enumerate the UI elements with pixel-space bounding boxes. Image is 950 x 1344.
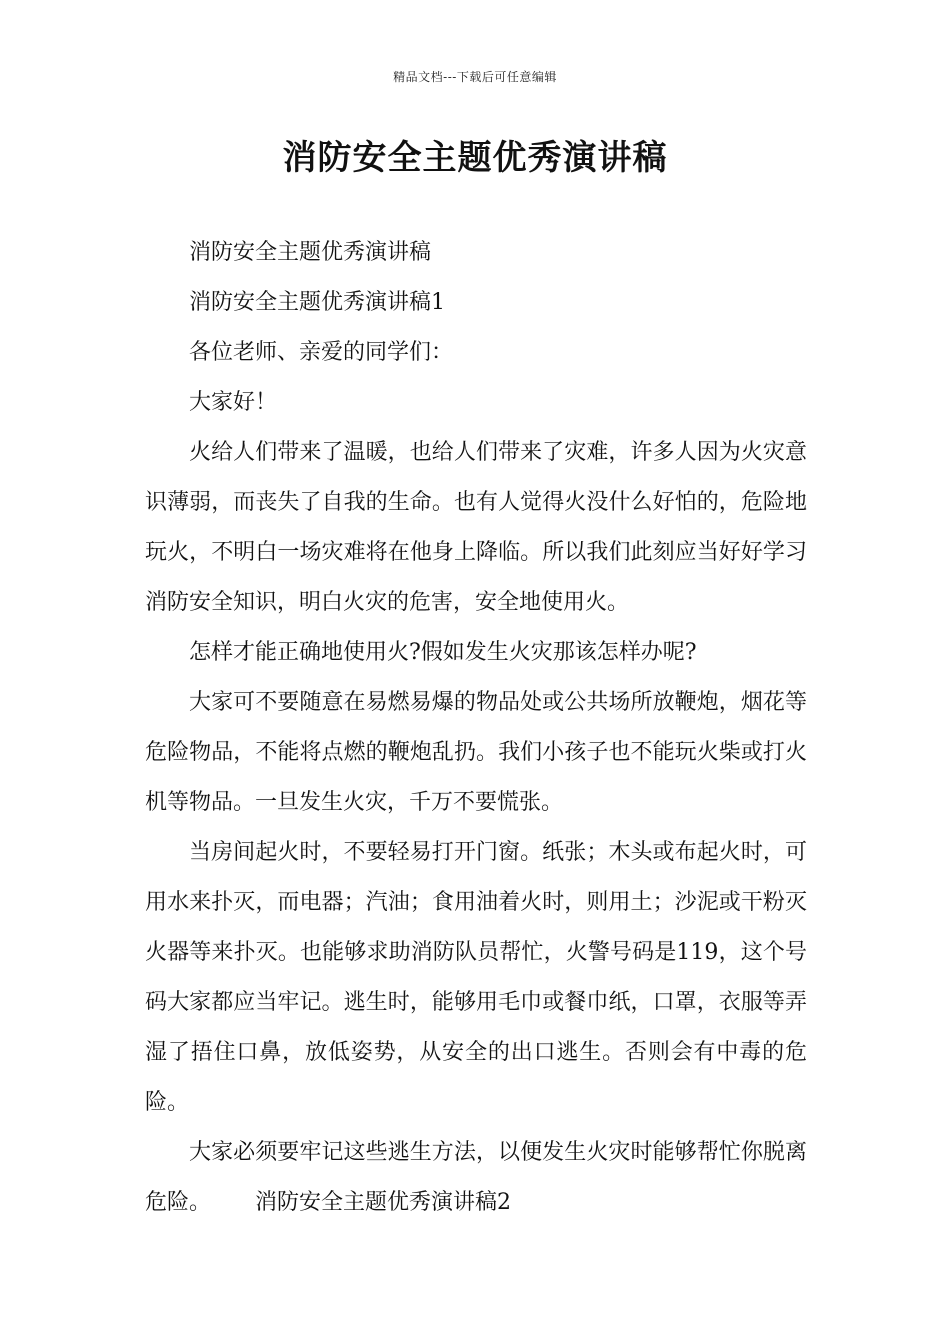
- next-section-title: 消防安全主题优秀演讲稿2: [255, 1190, 512, 1215]
- paragraph: 火给人们带来了温暖，也给人们带来了灾难，许多人因为火灾意识薄弱，而丧失了自我的生命。也有人觉得火没什么好怕的，危险地玩火，不明白一场灾难将在他身上降临。所以我们此刻应当好好学习消防安全知识，明白火灾的危害，安全地使用火。: [145, 440, 807, 615]
- paragraph-text: 大家必须要牢记这些逃生方法，以便发生火灾时能够帮忙你脱离危险。: [145, 1140, 807, 1215]
- paragraph: 各位老师、亲爱的同学们：: [189, 340, 454, 365]
- paragraph: 大家可不要随意在易燃易爆的物品处或公共场所放鞭炮，烟花等危险物品，不能将点燃的鞭炮乱扔。我们小孩子也不能玩火柴或打火机等物品。一旦发生火灾，千万不要慌张。: [145, 690, 807, 815]
- paragraph: 消防安全主题优秀演讲稿: [189, 240, 432, 265]
- paragraph: 消防安全主题优秀演讲稿1: [189, 290, 445, 315]
- paragraph: 怎样才能正确地使用火?假如发生火灾那该怎样办呢?: [189, 640, 697, 665]
- paragraph: [145, 1128, 807, 1228]
- paragraph: 当房间起火时，不要轻易打开门窗。纸张；木头或布起火时，可用水来扑灭，而电器；汽油；食用油着火时，则用土；沙泥或干粉灭火器等来扑灭。也能够求助消防队员帮忙，火警号码是119，这个号码大家都应当牢记。逃生时，能够用毛巾或餐巾纸，口罩，衣服等弄湿了捂住口鼻，放低姿势，从安全的出口逃生。否则会有中毒的危险。: [145, 840, 807, 1115]
- header-note: 精品文档---下载后可任意编辑: [393, 70, 557, 84]
- paragraph: 大家好！: [189, 390, 278, 415]
- document-body: [145, 228, 807, 1228]
- document-title: 消防安全主题优秀演讲稿: [282, 138, 668, 178]
